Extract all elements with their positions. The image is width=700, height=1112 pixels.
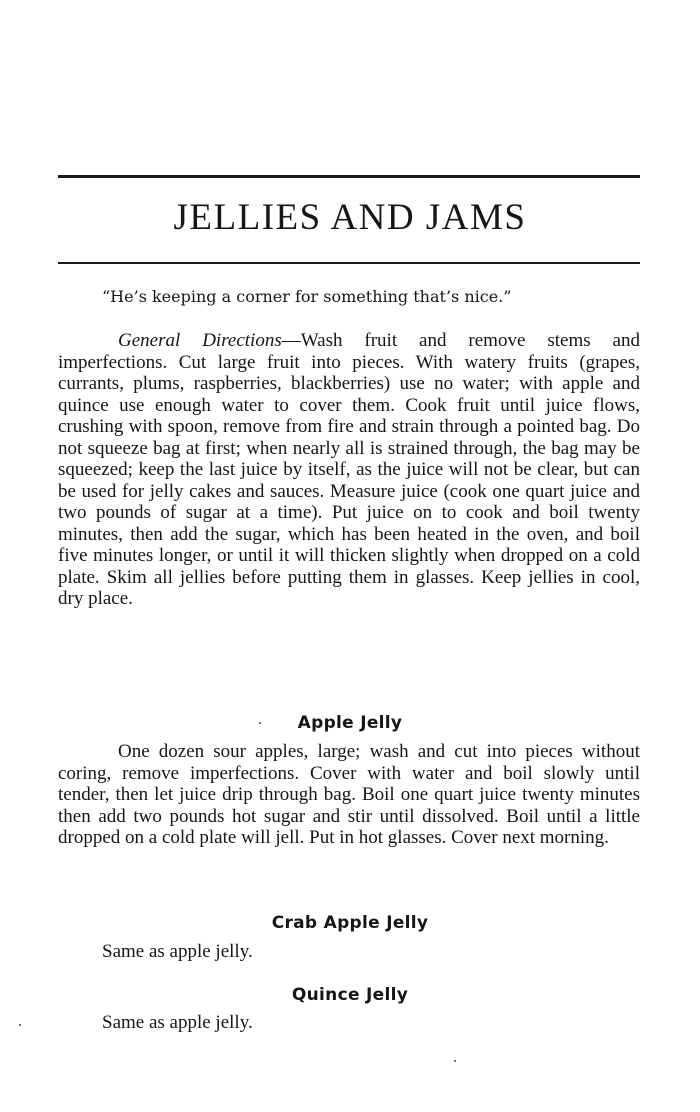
recipe-title-crab-apple-jelly: Crab Apple Jelly	[271, 913, 429, 933]
print-speck	[454, 1060, 456, 1062]
print-speck	[259, 722, 261, 724]
general-directions	[58, 330, 640, 610]
recipe-text-apple-jelly: One dozen sour apples, large; wash and cut into pieces without coring, remove imperfections. Cover with water and boil slowly until tender, then let juice drip through bag. Boil one quart juice twenty minutes then add two pounds hot sugar and stir until dissolved. Boil until a little dropped on a cold plate will jell. Put in hot glasses. Cover next morning.	[58, 741, 640, 848]
general-directions-paragraph	[58, 330, 640, 610]
general-directions-lead: General Directions	[118, 330, 282, 351]
recipe-title-quince-jelly: Quince Jelly	[291, 985, 409, 1005]
general-directions-text: —Wash fruit and remove stems and imperfections. Cut large fruit into pieces. With watery fruits (grapes, currants, plums, raspberries, blackberries) use no water; with apple and quince use enough water to cover them. Cook fruit until juice flows, crushing with spoon, remove from fire and strain through a pointed bag. Do not squeeze bag at first; when nearly all is strained through, the bag may be squeezed; keep the last juice by itself, as the juice will not be clear, but can be used for jelly cakes and sauces. Measure juice (cook one quart juice and two pounds of sugar at a time). Put juice on to cook and boil twenty minutes, then add the sugar, which has been heated in the oven, and boil five minutes longer, or until it will thicken slightly when dropped on a cold plate. Skim all jellies before putting them in glasses. Keep jellies in cool, dry place.	[58, 330, 640, 609]
recipe-apple-jelly	[58, 741, 640, 849]
epigraph: “He’s keeping a corner for something that’s nice.”	[102, 287, 512, 306]
top-rule	[58, 175, 640, 178]
bottom-rule	[58, 262, 640, 264]
print-speck	[19, 1024, 21, 1026]
recipe-text-crab-apple-jelly: Same as apple jelly.	[102, 941, 253, 962]
recipe-title-apple-jelly: Apple Jelly	[297, 713, 403, 733]
chapter-title: JELLIES AND JAMS	[173, 197, 527, 238]
recipe-text-quince-jelly: Same as apple jelly.	[102, 1012, 253, 1033]
